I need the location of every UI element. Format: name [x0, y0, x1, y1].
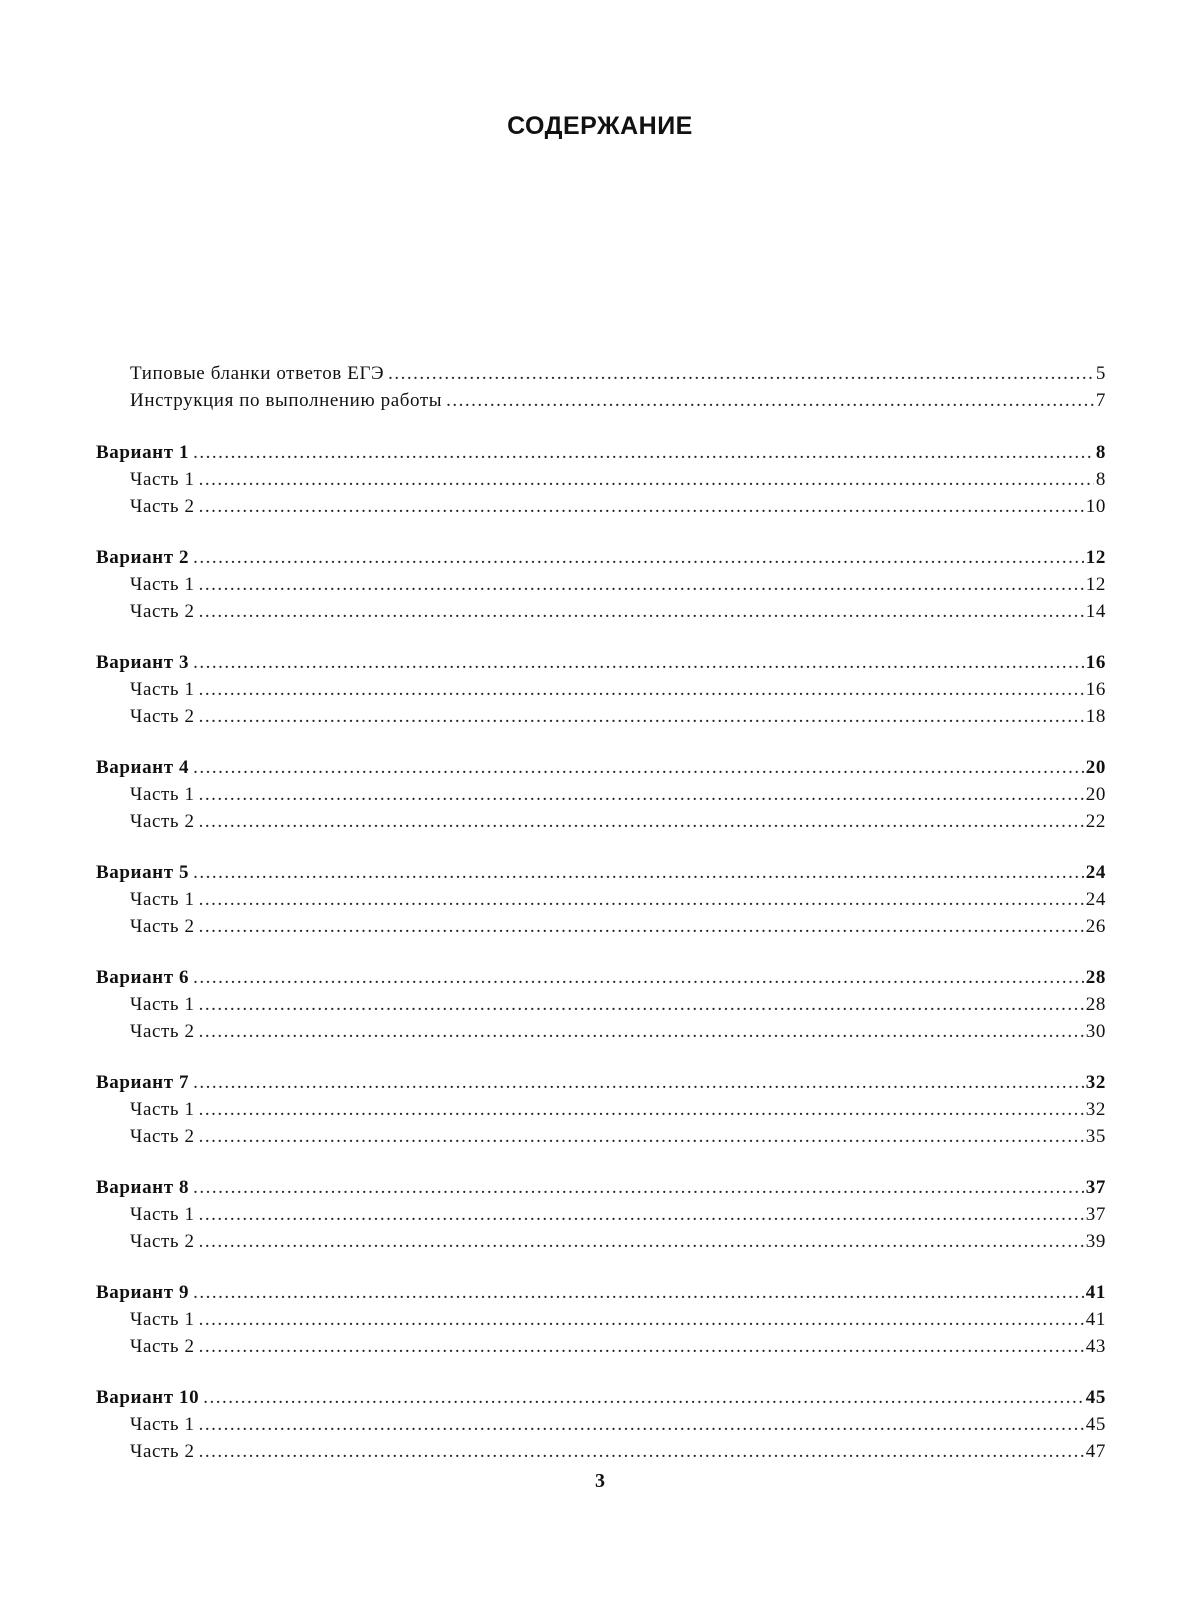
toc-entry-intro — [96, 360, 1106, 387]
toc-entry-page: 37 — [1085, 1177, 1106, 1198]
toc-entry-page: 8 — [1095, 442, 1106, 463]
toc-leader-dots — [193, 439, 1094, 466]
toc-entry-page: 16 — [1085, 652, 1106, 673]
toc-entry-part — [96, 1228, 1106, 1255]
toc-entry-page: 24 — [1085, 889, 1106, 910]
toc-entry-page: 16 — [1085, 679, 1106, 700]
toc-leader-dots — [199, 886, 1084, 913]
toc-entry-page: 28 — [1085, 994, 1106, 1015]
toc-entry-label: Часть 1 — [130, 1204, 195, 1225]
toc-entry-page: 14 — [1085, 601, 1106, 622]
toc-entry-label: Часть 2 — [130, 706, 195, 727]
toc-leader-dots — [446, 387, 1094, 414]
toc-entry-part — [96, 808, 1106, 835]
toc-leader-dots — [199, 808, 1084, 835]
toc-leader-dots — [199, 598, 1084, 625]
toc-entry-label: Часть 1 — [130, 994, 195, 1015]
toc-entry-page: 28 — [1085, 967, 1106, 988]
toc-leader-dots — [193, 649, 1084, 676]
toc-entry-variant — [96, 649, 1106, 676]
toc-entry-variant — [96, 754, 1106, 781]
toc-entry-intro — [96, 387, 1106, 414]
toc-entry-label: Часть 2 — [130, 1336, 195, 1357]
toc-entry-page: 10 — [1085, 496, 1106, 517]
toc-entry-page: 22 — [1085, 811, 1106, 832]
toc-entry-label: Типовые бланки ответов ЕГЭ — [130, 363, 385, 384]
toc-entry-label: Часть 2 — [130, 601, 195, 622]
toc-entry-variant — [96, 544, 1106, 571]
toc-leader-dots — [199, 991, 1084, 1018]
toc-entry-page: 12 — [1085, 574, 1106, 595]
toc-entry-label: Вариант 7 — [96, 1072, 190, 1093]
toc-entry-label: Часть 1 — [130, 1309, 195, 1330]
toc-entry-page: 47 — [1085, 1441, 1106, 1462]
toc-entry-part — [96, 1411, 1106, 1438]
toc-entry-label: Часть 2 — [130, 1021, 195, 1042]
toc-leader-dots — [199, 1201, 1084, 1228]
toc-entry-label: Часть 1 — [130, 784, 195, 805]
toc-leader-dots — [193, 1174, 1084, 1201]
toc-entry-variant — [96, 964, 1106, 991]
toc-entry-page: 20 — [1085, 757, 1106, 778]
toc-entry-page: 35 — [1085, 1126, 1106, 1147]
toc-entry-page: 26 — [1085, 916, 1106, 937]
toc-entry-label: Часть 1 — [130, 679, 195, 700]
toc-entry-part — [96, 781, 1106, 808]
toc-entry-part — [96, 913, 1106, 940]
toc-leader-dots — [203, 1384, 1084, 1411]
toc-entry-page: 12 — [1085, 547, 1106, 568]
toc-entry-part — [96, 493, 1106, 520]
toc-leader-dots — [199, 1438, 1084, 1465]
toc-entry-page: 41 — [1085, 1282, 1106, 1303]
toc-leader-dots — [199, 1228, 1084, 1255]
toc-entry-label: Часть 1 — [130, 1099, 195, 1120]
toc-entry-page: 39 — [1085, 1231, 1106, 1252]
toc-entry-page: 8 — [1095, 469, 1106, 490]
toc-leader-dots — [199, 781, 1084, 808]
toc-leader-dots — [193, 544, 1084, 571]
toc-leader-dots — [199, 493, 1084, 520]
toc-entry-part — [96, 1306, 1106, 1333]
toc-leader-dots — [199, 1333, 1084, 1360]
toc-leader-dots — [199, 703, 1084, 730]
toc-entry-label: Часть 1 — [130, 574, 195, 595]
toc-entry-page: 45 — [1085, 1387, 1106, 1408]
toc-entry-label: Часть 1 — [130, 889, 195, 910]
toc-entry-label: Вариант 2 — [96, 547, 190, 568]
toc-entry-page: 18 — [1085, 706, 1106, 727]
toc-leader-dots — [388, 360, 1094, 387]
toc-entry-page: 24 — [1085, 862, 1106, 883]
toc-leader-dots — [193, 964, 1084, 991]
toc-entry-page: 32 — [1085, 1099, 1106, 1120]
toc-entry-label: Часть 1 — [130, 1414, 195, 1435]
toc-entry-label: Часть 1 — [130, 469, 195, 490]
toc-entry-label: Вариант 4 — [96, 757, 190, 778]
toc-entry-label: Инструкция по выполнению работы — [130, 390, 443, 411]
toc-entry-part — [96, 676, 1106, 703]
toc-entry-label: Часть 2 — [130, 496, 195, 517]
toc-entry-variant — [96, 1279, 1106, 1306]
toc-leader-dots — [193, 1279, 1084, 1306]
toc-entry-part — [96, 1201, 1106, 1228]
toc-entry-variant — [96, 859, 1106, 886]
toc-leader-dots — [199, 1018, 1084, 1045]
toc-entry-label: Часть 2 — [130, 1441, 195, 1462]
toc-entry-label: Часть 2 — [130, 811, 195, 832]
toc-entry-part — [96, 1438, 1106, 1465]
toc-leader-dots — [193, 754, 1084, 781]
toc-entry-page: 5 — [1095, 363, 1106, 384]
toc-entry-label: Часть 2 — [130, 1126, 195, 1147]
toc-entry-part — [96, 571, 1106, 598]
toc-entry-page: 45 — [1085, 1414, 1106, 1435]
page-title: СОДЕРЖАНИЕ — [507, 112, 693, 140]
toc-leader-dots — [199, 676, 1084, 703]
toc-leader-dots — [199, 1306, 1084, 1333]
toc-entry-part — [96, 991, 1106, 1018]
toc-entry-label: Вариант 5 — [96, 862, 190, 883]
toc-entry-label: Вариант 8 — [96, 1177, 190, 1198]
toc-entry-part — [96, 1333, 1106, 1360]
toc-entry-page: 37 — [1085, 1204, 1106, 1225]
toc-leader-dots — [199, 1096, 1084, 1123]
toc-entry-page: 30 — [1085, 1021, 1106, 1042]
toc-entry-page: 41 — [1085, 1309, 1106, 1330]
toc-leader-dots — [199, 913, 1084, 940]
toc-entry-variant — [96, 439, 1106, 466]
toc-entry-part — [96, 886, 1106, 913]
toc-entry-part — [96, 1018, 1106, 1045]
toc-entry-page: 7 — [1095, 390, 1106, 411]
toc-leader-dots — [199, 466, 1094, 493]
toc-leader-dots — [199, 1411, 1084, 1438]
toc-entry-part — [96, 466, 1106, 493]
toc-entry-label: Вариант 6 — [96, 967, 190, 988]
toc-entry-part — [96, 703, 1106, 730]
toc-leader-dots — [199, 1123, 1084, 1150]
toc-entry-variant — [96, 1174, 1106, 1201]
toc-leader-dots — [193, 859, 1084, 886]
toc-entry-label: Часть 2 — [130, 1231, 195, 1252]
toc-entry-part — [96, 598, 1106, 625]
toc-entry-label: Вариант 10 — [96, 1387, 200, 1408]
toc-entry-part — [96, 1123, 1106, 1150]
toc-entry-label: Вариант 9 — [96, 1282, 190, 1303]
toc-entry-label: Вариант 3 — [96, 652, 190, 673]
toc-leader-dots — [193, 1069, 1084, 1096]
toc-entry-part — [96, 1096, 1106, 1123]
toc-entry-label: Часть 2 — [130, 916, 195, 937]
toc-entry-variant — [96, 1384, 1106, 1411]
toc-entry-label: Вариант 1 — [96, 442, 190, 463]
toc-entry-variant — [96, 1069, 1106, 1096]
toc-entry-page: 43 — [1085, 1336, 1106, 1357]
toc-leader-dots — [199, 571, 1084, 598]
page-number: 3 — [595, 1470, 605, 1492]
toc-entry-page: 32 — [1085, 1072, 1106, 1093]
table-of-contents — [96, 360, 1106, 1465]
toc-entry-page: 20 — [1085, 784, 1106, 805]
